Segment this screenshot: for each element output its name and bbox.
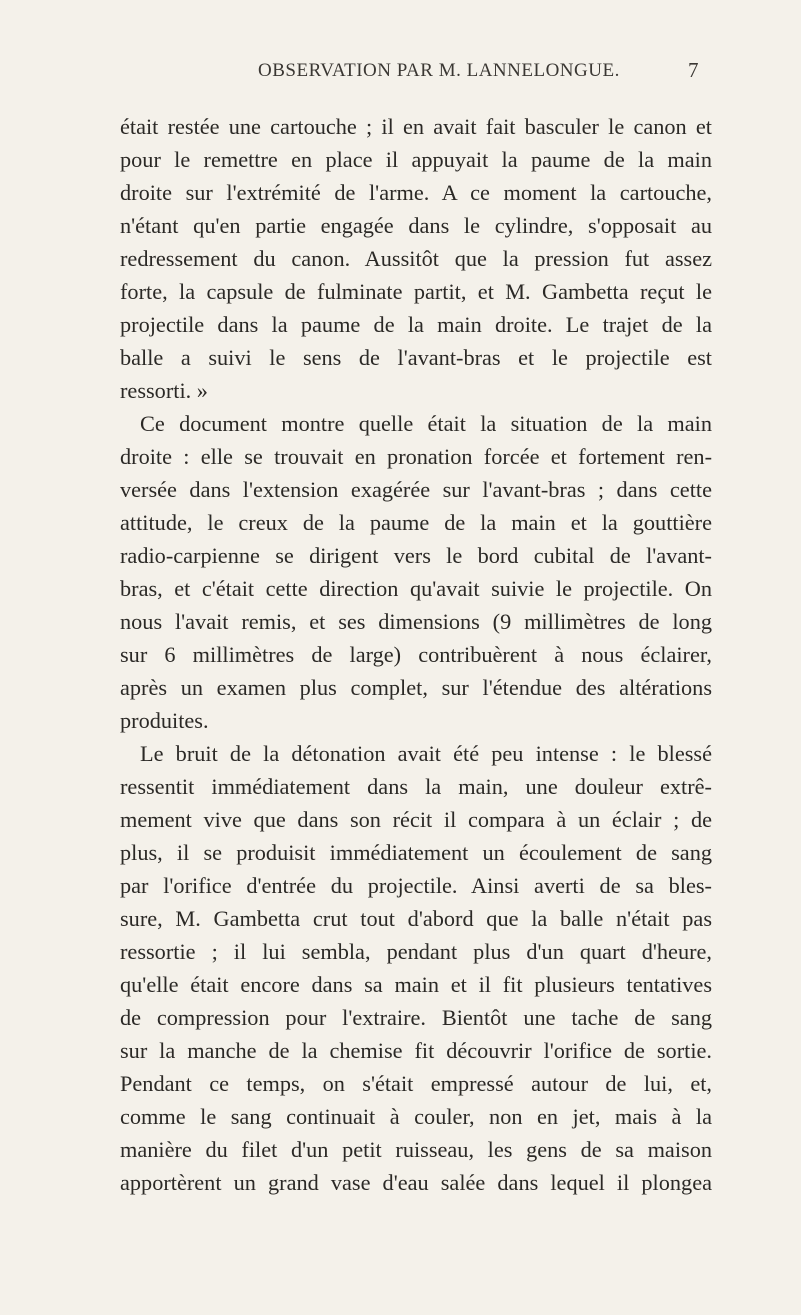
paragraph-start-line: Le bruit de la détonation avait été peu intense : le blessé — [140, 741, 712, 766]
text-line: ressortie ; il lui sembla, pendant plus d'un quart d'heure, — [120, 939, 712, 964]
paragraph-start-line: Ce document montre quelle était la situation de la main — [140, 411, 712, 436]
text-line: était restée une cartouche ; il en avait fait basculer le canon et — [120, 114, 712, 139]
text-line: de compression pour l'extraire. Bientôt une tache de sang — [120, 1005, 712, 1030]
text-line: balle a suivi le sens de l'avant-bras et le projectile est — [120, 345, 712, 370]
text-line: produites. — [120, 708, 209, 733]
text-line: forte, la capsule de fulminate partit, et M. Gambetta reçut le — [120, 279, 712, 304]
text-line: plus, il se produisit immédiatement un écoulement de sang — [120, 840, 712, 865]
text-line: n'étant qu'en partie engagée dans le cylindre, s'opposait au — [120, 213, 712, 238]
text-line: après un examen plus complet, sur l'étendue des altérations — [120, 675, 712, 700]
text-line: droite : elle se trouvait en pronation forcée et fortement ren- — [120, 444, 712, 469]
text-line: sure, M. Gambetta crut tout d'abord que la balle n'était pas — [120, 906, 712, 931]
text-line: sur la manche de la chemise fit découvrir l'orifice de sortie. — [120, 1038, 712, 1063]
text-line: bras, et c'était cette direction qu'avait suivie le projectile. On — [120, 576, 712, 601]
running-head — [0, 58, 801, 88]
text-line: ressentit immédiatement dans la main, une douleur extrê- — [120, 774, 712, 799]
text-line: par l'orifice d'entrée du projectile. Ainsi averti de sa bles- — [120, 873, 712, 898]
text-line: droite sur l'extrémité de l'arme. A ce moment la cartouche, — [120, 180, 712, 205]
text-line: radio-carpienne se dirigent vers le bord cubital de l'avant- — [120, 543, 712, 568]
text-line: sur 6 millimètres de large) contribuèrent à nous éclairer, — [120, 642, 712, 667]
text-line: pour le remettre en place il appuyait la paume de la main — [120, 147, 712, 172]
running-head-title: OBSERVATION PAR M. LANNELONGUE. — [258, 60, 620, 81]
page-number: 7 — [688, 58, 699, 82]
text-line: attitude, le creux de la paume de la main et la gouttière — [120, 510, 712, 535]
text-line: nous l'avait remis, et ses dimensions (9 millimètres de long — [120, 609, 712, 634]
text-line: apportèrent un grand vase d'eau salée dans lequel il plongea — [120, 1170, 712, 1195]
text-line: mement vive que dans son récit il compara à un éclair ; de — [120, 807, 712, 832]
text-line: Pendant ce temps, on s'était empressé autour de lui, et, — [120, 1071, 712, 1096]
text-line: ressorti. » — [120, 378, 208, 403]
text-line: qu'elle était encore dans sa main et il fit plusieurs tentatives — [120, 972, 712, 997]
text-line: manière du filet d'un petit ruisseau, les gens de sa maison — [120, 1137, 712, 1162]
text-line: redressement du canon. Aussitôt que la pression fut assez — [120, 246, 712, 271]
text-line: comme le sang continuait à couler, non en jet, mais à la — [120, 1104, 712, 1129]
body-text — [120, 110, 712, 1199]
text-line: versée dans l'extension exagérée sur l'avant-bras ; dans cette — [120, 477, 712, 502]
text-line: projectile dans la paume de la main droite. Le trajet de la — [120, 312, 712, 337]
